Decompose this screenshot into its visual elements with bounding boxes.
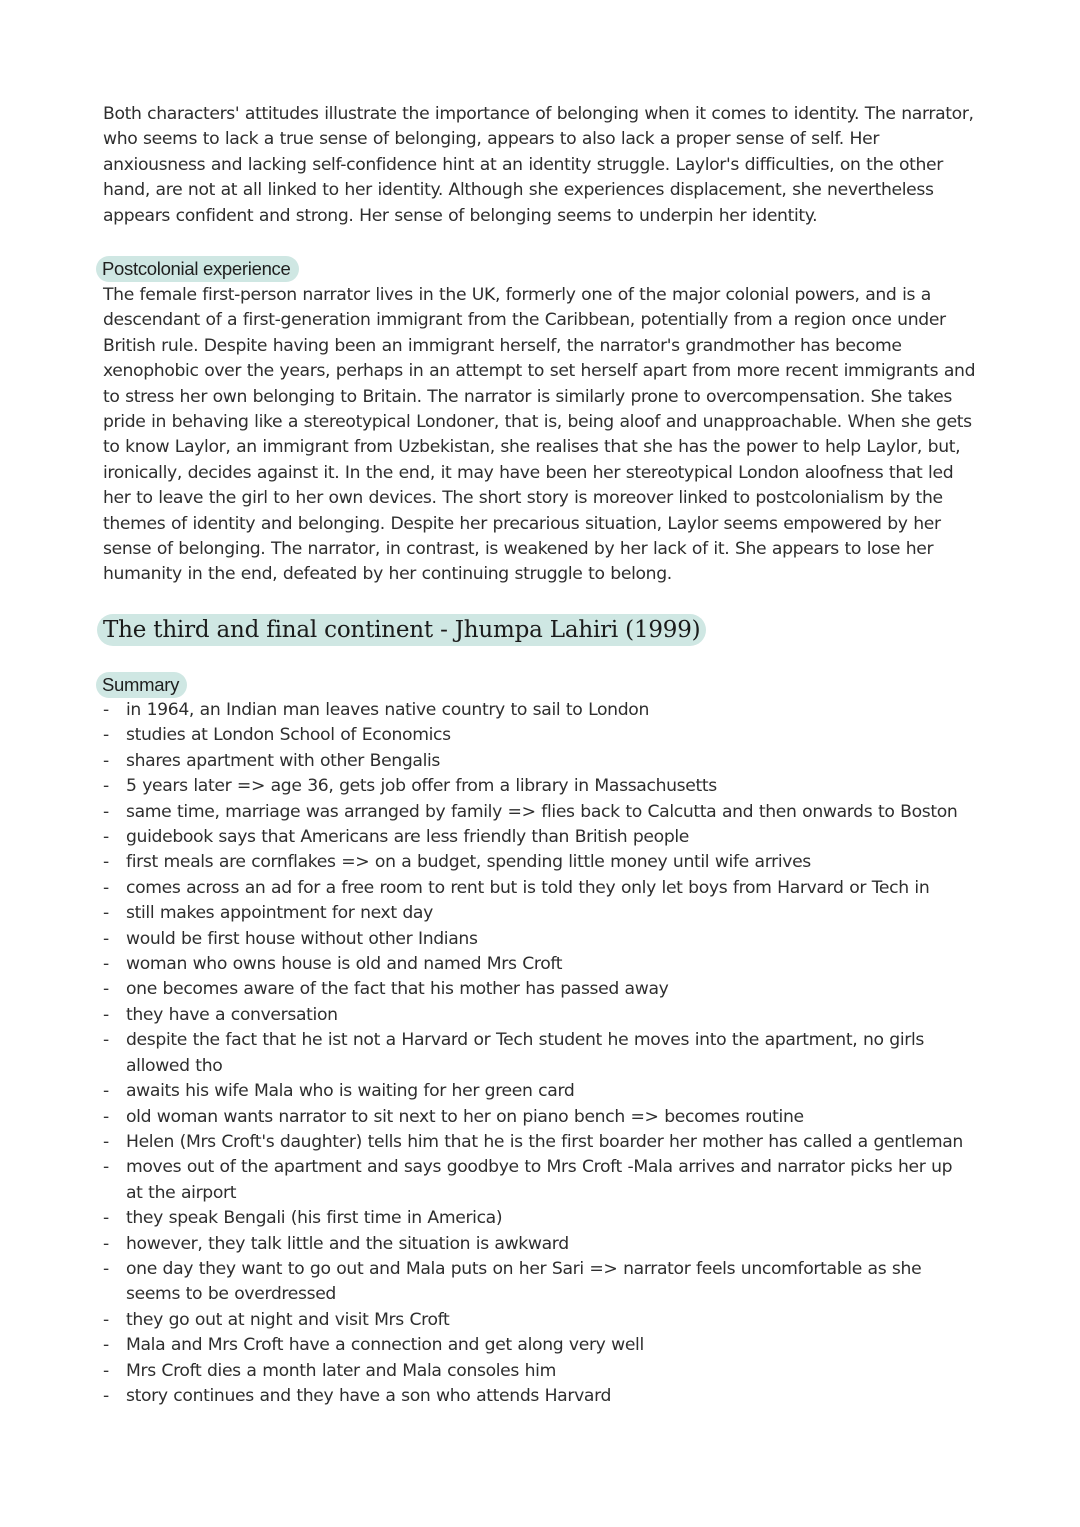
summary-list [103, 698, 973, 1409]
summary-item-text: despite the fact that he ist not a Harvard or Tech student he moves into the apartment, no girls allowed tho [126, 1030, 924, 1076]
dash-bullet-icon: - [103, 1081, 109, 1102]
summary-item-text: would be first house without other Indians [126, 928, 478, 949]
dash-bullet-icon: - [103, 700, 109, 720]
dash-bullet-icon: - [103, 903, 109, 924]
dash-bullet-icon: - [103, 1258, 109, 1279]
dash-bullet-icon: - [103, 1309, 109, 1330]
summary-item [103, 1232, 973, 1257]
summary-item [103, 1206, 973, 1231]
summary-item-text: they go out at night and visit Mrs Croft [126, 1309, 450, 1330]
summary-item [103, 1155, 973, 1206]
summary-item-text: one day they want to go out and Mala puts on her Sari => narrator feels uncomfortable as she seems to be overdressed [126, 1258, 922, 1305]
summary-item [103, 749, 973, 774]
summary-item-text: comes across an ad for a free room to rent but is told they only let boys from Harvard or Tech in [126, 877, 930, 898]
summary-item [103, 850, 973, 875]
summary-item [103, 1105, 973, 1130]
dash-bullet-icon: - [103, 1030, 109, 1051]
postcolonial-paragraph: The female first-person narrator lives in the UK, formerly one of the major colonial powers, and is a descendant of a first-generation immigrant from the Caribbean, potentially from a region once under British rule. Despite having been an immigrant herself, the narrator's grandmother has become xenophobic over the years, perhaps in an attempt to set herself apart from more recent immigrants and to stress her own belonging to Britain. The narrator is similarly prone to overcompensation. She takes pride in behaving like a stereotypical Londoner, that is, being aloof and unapproachable. When she gets to know Laylor, an immigrant from Uzbekistan, she realises that she has the power to help Laylor, but, ironically, decides against it. In the end, it may have been her stereotypical London aloofness that led her to leave the girl to her own devices. The short story is moreover linked to postcolonialism by the themes of identity and belonging. Despite her precarious situation, Laylor seems empowered by her sense of belonging. The narrator, in contrast, is weakened by her lack of it. She appears to lose her humanity in the end, defeated by her continuing struggle to belong. [103, 285, 976, 585]
dash-bullet-icon: - [103, 928, 109, 949]
summary-item-text: Mrs Croft dies a month later and Mala consoles him [126, 1360, 556, 1381]
summary-item-text: Mala and Mrs Croft have a connection and get along very well [126, 1335, 644, 1356]
dash-bullet-icon: - [103, 1385, 109, 1406]
summary-item [103, 977, 973, 1002]
summary-item-text: they have a conversation [126, 1004, 338, 1025]
dash-bullet-icon: - [103, 801, 109, 822]
dash-bullet-icon: - [103, 1157, 109, 1178]
dash-bullet-icon: - [103, 954, 109, 975]
dash-bullet-icon: - [103, 750, 109, 771]
summary-item-text: first meals are cornflakes => on a budget, spending little money until wife arrives [126, 852, 811, 873]
summary-item-text: 5 years later => age 36, gets job offer from a library in Massachusetts [126, 776, 717, 797]
summary-item [103, 927, 973, 952]
summary-item-text: guidebook says that Americans are less friendly than British people [126, 827, 690, 848]
summary-item-text: shares apartment with other Bengalis [126, 750, 441, 771]
summary-item-text: still makes appointment for next day [126, 903, 433, 924]
postcolonial-heading: Postcolonial experience [96, 256, 299, 282]
summary-item [103, 800, 973, 825]
summary-item [103, 1257, 973, 1308]
summary-item-text: studies at London School of Economics [126, 725, 451, 746]
summary-item-text: Helen (Mrs Croft's daughter) tells him that he is the first boarder her mother has called a gentleman [126, 1131, 963, 1152]
summary-item [103, 952, 973, 977]
summary-item [103, 723, 973, 748]
summary-item [103, 1028, 973, 1079]
summary-item [103, 1003, 973, 1028]
summary-item-text: moves out of the apartment and says goodbye to Mrs Croft -Mala arrives and narrator picks her up at the airport [126, 1157, 953, 1203]
summary-item [103, 698, 973, 723]
section-title: The third and final continent - Jhumpa Lahiri (1999) [97, 614, 706, 646]
summary-item-text: same time, marriage was arranged by family => flies back to Calcutta and then onwards to Boston [126, 801, 958, 822]
summary-item-text: however, they talk little and the situation is awkward [126, 1233, 569, 1254]
summary-item [103, 901, 973, 926]
summary-item [103, 1359, 973, 1384]
dash-bullet-icon: - [103, 1360, 109, 1381]
summary-item [103, 876, 973, 901]
dash-bullet-icon: - [103, 1233, 109, 1254]
summary-item [103, 1308, 973, 1333]
dash-bullet-icon: - [103, 827, 109, 848]
summary-item [103, 1130, 973, 1155]
dash-bullet-icon: - [103, 979, 109, 1000]
summary-heading: Summary [96, 672, 187, 698]
dash-bullet-icon: - [103, 1335, 109, 1356]
dash-bullet-icon: - [103, 1106, 109, 1127]
summary-item-text: awaits his wife Mala who is waiting for her green card [126, 1081, 575, 1102]
summary-item-text: they speak Bengali (his first time in America) [126, 1208, 503, 1229]
dash-bullet-icon: - [103, 852, 109, 873]
dash-bullet-icon: - [103, 1004, 109, 1025]
summary-item-text: old woman wants narrator to sit next to her on piano bench => becomes routine [126, 1106, 804, 1127]
summary-item [103, 1384, 973, 1409]
identity-paragraph: Both characters' attitudes illustrate the importance of belonging when it comes to identity. The narrator, who seems to lack a true sense of belonging, appears to also lack a proper sense of self. Her anxiousness and lacking self-confidence hint at an identity struggle. Laylor's difficulties, on the other hand, are not at all linked to her identity. Although she experiences displacement, she nevertheless appears confident and strong. Her sense of belonging seems to underpin her identity. [103, 104, 974, 226]
summary-item-text: woman who owns house is old and named Mrs Croft [126, 954, 563, 975]
summary-item-text: one becomes aware of the fact that his mother has passed away [126, 979, 669, 1000]
dash-bullet-icon: - [103, 725, 109, 746]
summary-item-text: story continues and they have a son who attends Harvard [126, 1385, 612, 1406]
dash-bullet-icon: - [103, 1131, 109, 1152]
dash-bullet-icon: - [103, 1208, 109, 1229]
summary-item [103, 1079, 973, 1104]
summary-item [103, 1333, 973, 1358]
summary-item [103, 825, 973, 850]
dash-bullet-icon: - [103, 877, 109, 898]
summary-item [103, 774, 973, 799]
summary-item-text: in 1964, an Indian man leaves native country to sail to London [126, 700, 649, 720]
dash-bullet-icon: - [103, 776, 109, 797]
